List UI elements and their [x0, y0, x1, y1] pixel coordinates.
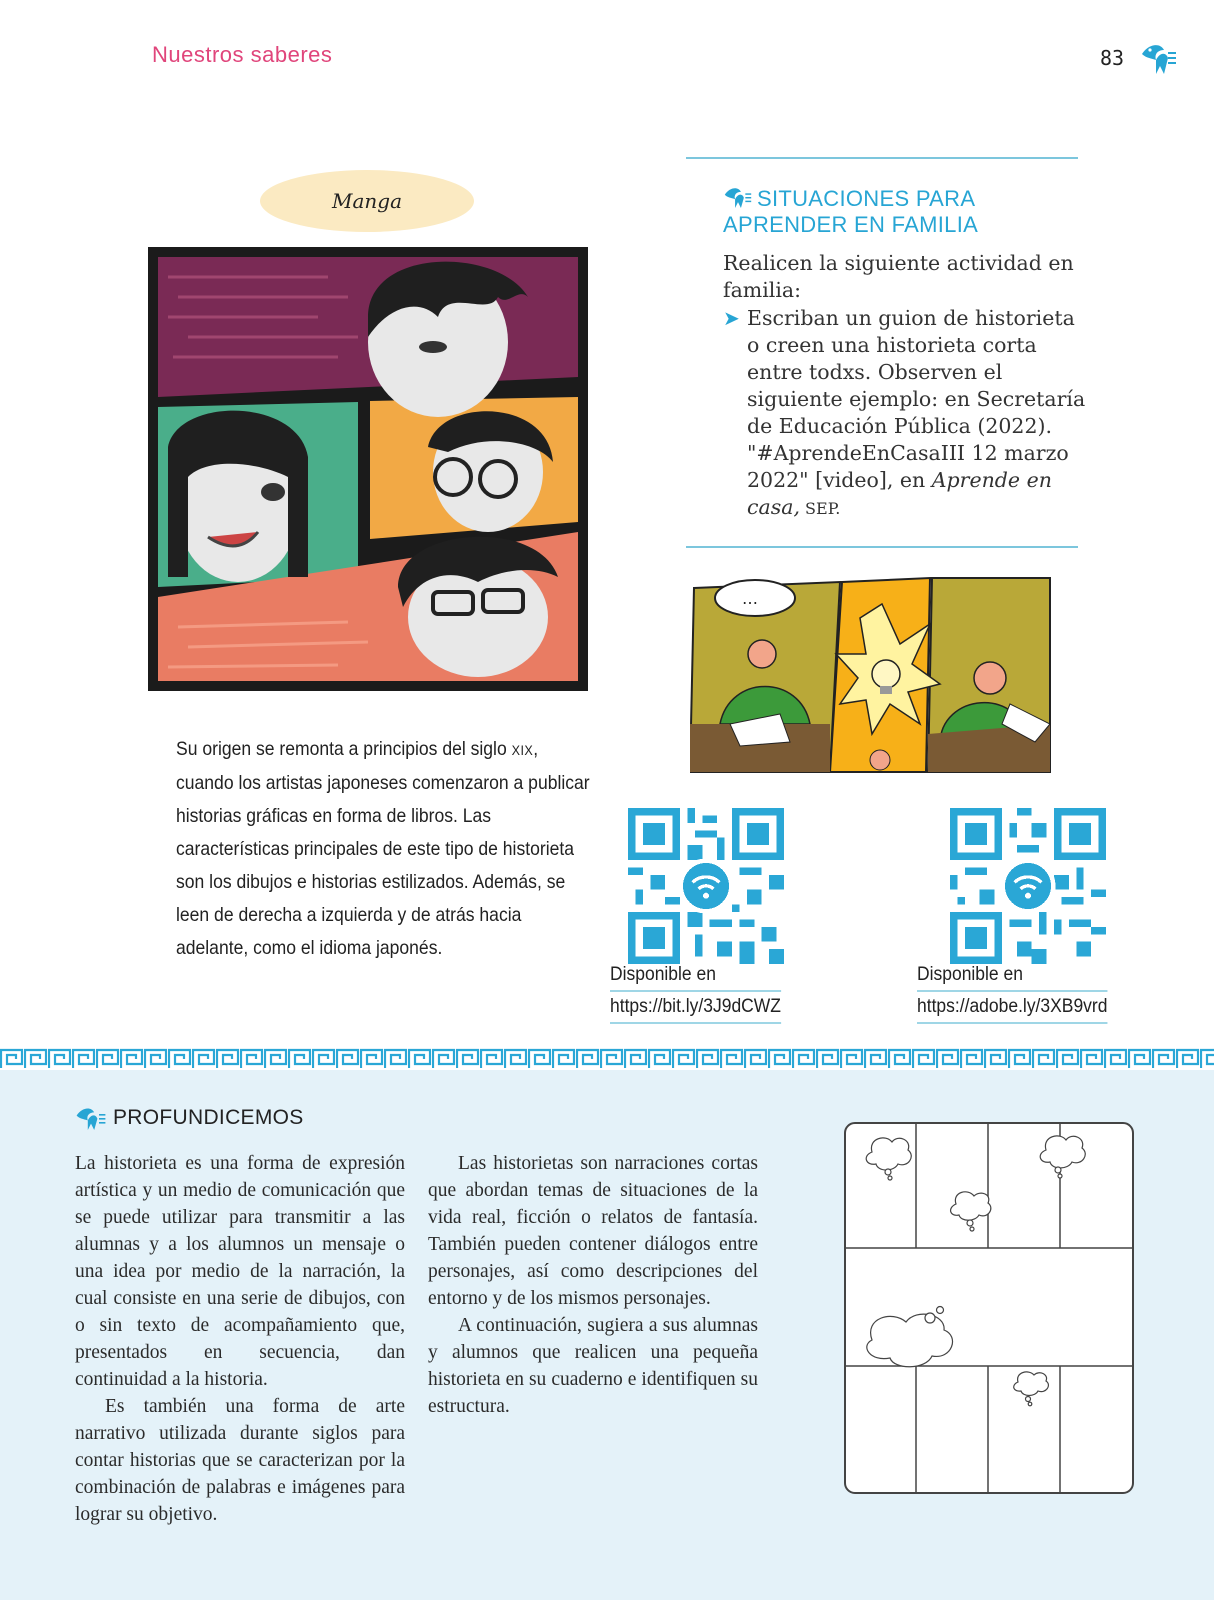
profundicemos-column-2: [428, 1150, 758, 1420]
family-box-bottom-rule: [686, 546, 1078, 548]
paragraph: Es también una forma de arte narrativo utilizada durante siglos para contar historias que se caracterizan por la combinación de palabras e imágenes para lograr su objetivo.: [75, 1396, 405, 1525]
bird-feather-icon: [723, 186, 753, 208]
profundicemos-column-1: [75, 1150, 405, 1528]
family-box-top-rule: [686, 157, 1078, 159]
manga-description: [176, 733, 590, 965]
running-head: Nuestros saberes: [152, 42, 333, 67]
family-activity-suffix: SEP.: [799, 499, 841, 518]
manga-panels-illustration: [148, 247, 588, 691]
family-box-title: [723, 186, 978, 238]
qr-link-1[interactable]: https://bit.ly/3J9dCWZ: [610, 992, 781, 1024]
comic-layout-template-illustration: [844, 1122, 1134, 1494]
family-title-line1: SITUACIONES PARA: [757, 186, 976, 211]
qr-code-icon[interactable]: [950, 808, 1106, 964]
qr-link-2[interactable]: https://adobe.ly/3XB9vrd: [917, 992, 1107, 1024]
family-activity-item: [723, 305, 1088, 522]
arrow-bullet-icon: ➤: [723, 306, 740, 330]
qr-caption-label: Disponible en: [917, 960, 1107, 992]
greek-fret-divider: [0, 1048, 1214, 1070]
family-activity-text: [747, 305, 1088, 522]
qr-caption-label: Disponible en: [610, 960, 781, 992]
paragraph: La historieta es una forma de expresión artística y un medio de comunicación que se puede utilizar para transmitir a las alumnas y a los alumnos un mensaje o una idea por medio de la narración, la cual consiste en una serie de dibujos, con o sin texto de acompañamiento que, presentados en secuencia, dan continuidad a la historia.: [75, 1153, 405, 1390]
qr-caption-2: [917, 960, 1107, 1024]
qr-code-icon[interactable]: [628, 808, 784, 964]
manga-label: Manga: [260, 170, 474, 232]
qr-caption-1: [610, 960, 781, 1024]
paragraph: A continuación, sugiera a sus alumnas y alumnos que realicen una pequeña historieta en su cuaderno e identifiquen su estructura.: [428, 1315, 758, 1417]
svg-text:…: …: [742, 589, 758, 608]
family-intro: Realicen la siguiente actividad en familia:: [723, 251, 1074, 302]
family-title-line2: APRENDER EN FAMILIA: [723, 212, 979, 237]
family-activity-italic: Aprende en casa,: [747, 468, 1052, 519]
lightbulb-comic-illustration: [690, 574, 1062, 786]
bird-feather-icon: [1138, 40, 1178, 76]
bird-feather-icon: [75, 1106, 107, 1130]
century-numeral: XIX: [511, 742, 534, 758]
family-activity-part: Escriban un guion de historieta o creen una historieta corta entre todxs. Observen el siguiente ejemplo: en Secretaría de Educación Pública (2022). "#AprendeEnCasaIII 12 marzo 2022" [video], en: [747, 306, 1086, 492]
profundicemos-title: [75, 1106, 304, 1130]
page-number: 83: [1100, 46, 1125, 70]
manga-description-part: Su origen se remonta a principios del siglo: [176, 738, 512, 760]
profundicemos-title-text: PROFUNDICEMOS: [113, 1106, 304, 1129]
paragraph: Las historietas son narraciones cortas que abordan temas de situaciones de la vida real, ficción o relatos de fantasía. También pueden contener diálogos entre personajes, así como descripciones del entorno y de los mismos personajes.: [428, 1153, 758, 1309]
manga-description-part: , cuando los artistas japoneses comenzaron a publicar historias gráficas en forma de libros. Las características principales de este tipo de historieta son los dibujos e historias estilizados. Además, se leen de derecha a izquierda y de atrás hacia adelante, como el idioma japonés.: [176, 738, 590, 959]
